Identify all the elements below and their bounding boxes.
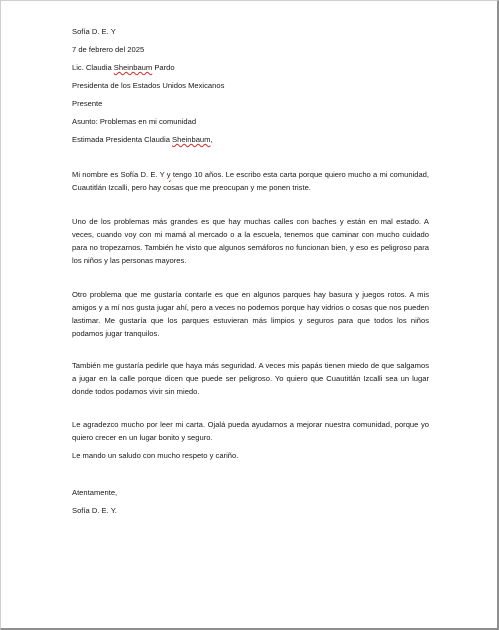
- paragraph-greeting: Le mando un saludo con mucho respeto y cariño.: [72, 451, 239, 460]
- letter-date: 7 de febrero del 2025: [72, 45, 145, 54]
- signature-line: Sofía D. E. Y.: [72, 506, 117, 515]
- paragraph-intro: [72, 169, 429, 195]
- paragraph-intro-end: tengo 10 años. Le escribo esta carta porque quiero mucho a mi comunidad, Cuautitlán Izcalli, pero hay cosas que me preocupan y me ponen triste.: [72, 170, 430, 192]
- recipient-suffix: Pardo: [152, 63, 175, 72]
- sender-name: Sofía D. E. Y: [72, 27, 116, 36]
- closing-line: Atentamente,: [72, 488, 118, 497]
- paragraph-streets: Uno de los problemas más grandes es que hay muchas calles con baches y están en mal estado. A veces, cuando voy con mi mamá al mercado o a la escuela, tenemos que caminar con mucho cuidado para no tropezarnos. También he visto que algunos semáforos no funcionan bien, y eso es peligroso para los niños y las personas mayores.: [72, 217, 429, 265]
- salutation-line: [72, 135, 213, 145]
- recipient-name-line: [72, 63, 175, 73]
- recipient-prefix: Lic. Claudia: [72, 63, 114, 72]
- subject-line: Asunto: Problemas en mi comunidad: [72, 117, 197, 126]
- paragraph-parks: Otro problema que me gustaría contarle es que en algunos parques hay basura y juegos rotos. A mis amigos y a mí nos gusta jugar ahí, pero a veces no podemos porque hay vidrios o cosas que nos pueden lastimar. Me gustaría que los parques estuvieran más limpios y seguros para que todos los niños podamos jugar tranquilos.: [72, 290, 429, 338]
- paragraph-thanks: Le agradezco mucho por leer mi carta. Ojalá pueda ayudarnos a mejorar nuestra comunidad, porque yo quiero crecer en un lugar bonito y seguro.: [72, 420, 429, 442]
- presente-line: Presente: [72, 99, 103, 108]
- paragraph-intro-flagged-word[interactable]: y: [166, 170, 171, 179]
- salutation-prefix: Estimada Presidenta Claudia: [72, 135, 173, 144]
- recipient-surname-misspelled[interactable]: Sheinbaum: [113, 63, 153, 72]
- paragraph-security: También me gustaría pedirle que haya más seguridad. A veces mis papás tienen miedo de que salgamos a jugar en la calle porque dicen que puede ser peligroso. Yo quiero que Cuautitlán Izcalli sea un lugar donde todos podamos vivir sin miedo.: [72, 361, 429, 396]
- salutation-name-misspelled[interactable]: Sheinbaum: [172, 135, 211, 144]
- recipient-title: Presidenta de los Estados Unidos Mexicanos: [72, 81, 225, 90]
- salutation-suffix: ,: [210, 135, 213, 144]
- paragraph-intro-start: Mi nombre es Sofía D. E. Y: [72, 170, 167, 179]
